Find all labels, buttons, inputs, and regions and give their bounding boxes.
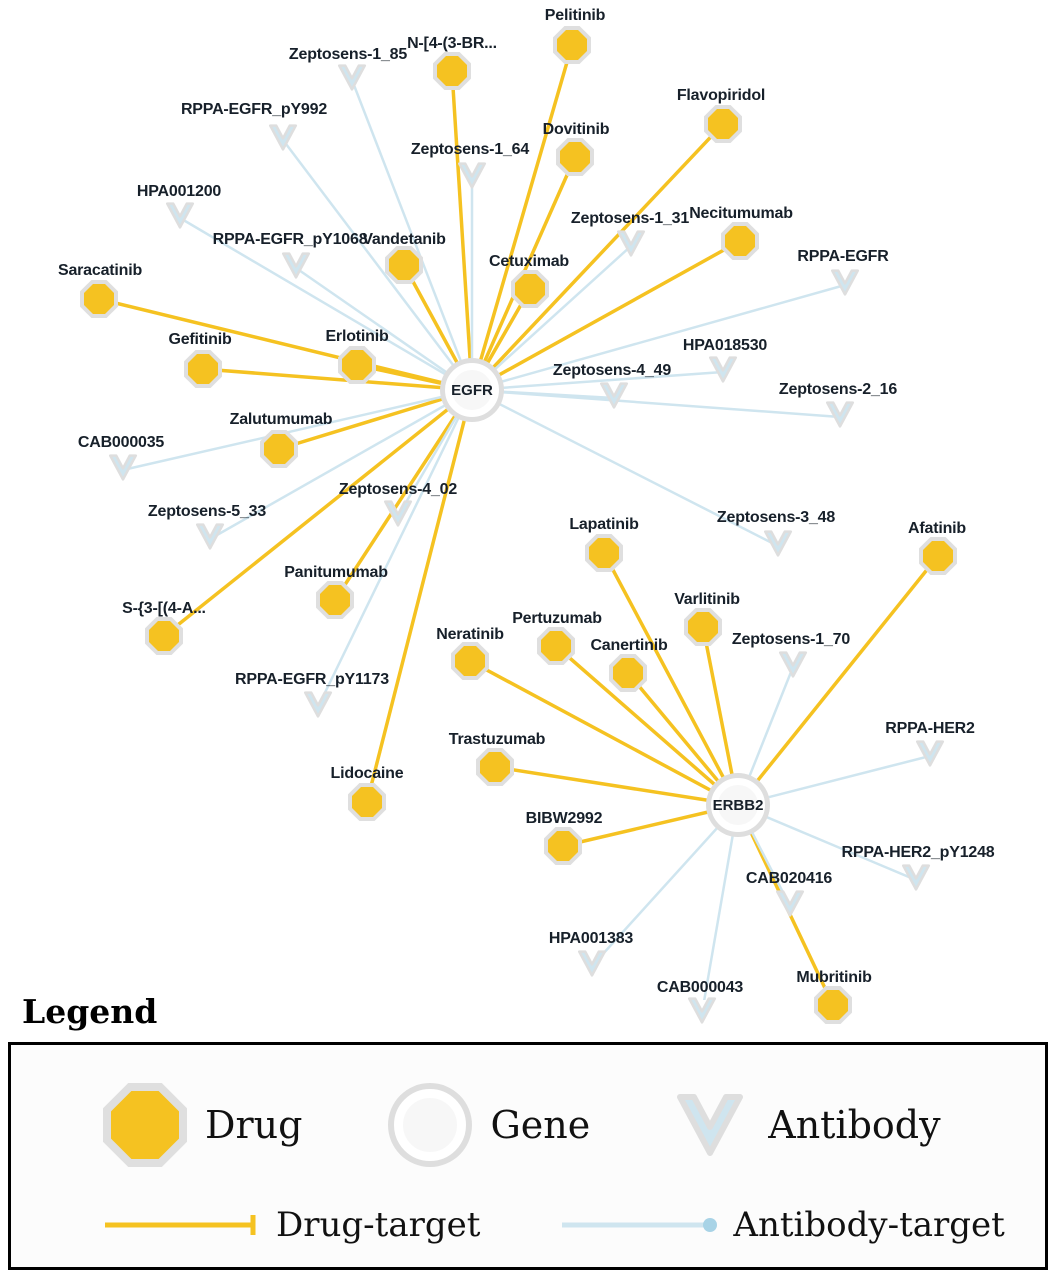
legend-shape-antibody xyxy=(670,1085,940,1165)
gene-node-label: EGFR xyxy=(451,381,493,399)
drug-node[interactable] xyxy=(348,783,386,821)
antibody-icon xyxy=(106,451,140,485)
legend-edge-antibody-target xyxy=(560,1205,1004,1245)
antibody-node-label: Zeptosens-3_48 xyxy=(716,509,836,526)
drug-icon xyxy=(511,270,549,308)
drug-icon xyxy=(721,222,759,260)
antibody-icon xyxy=(193,520,227,554)
antibody-icon xyxy=(301,688,335,722)
drug-icon xyxy=(80,280,118,318)
drug-node[interactable] xyxy=(609,654,647,692)
drug-node[interactable] xyxy=(433,52,471,90)
drug-node[interactable] xyxy=(338,346,376,384)
legend-shape-gene xyxy=(388,1083,590,1167)
antibody-node-label: Zeptosens-1_85 xyxy=(288,46,408,63)
antibody-node[interactable] xyxy=(163,199,197,238)
antibody-node[interactable] xyxy=(455,159,489,198)
gene-icon xyxy=(440,358,504,422)
drug-icon xyxy=(145,617,183,655)
antibody-node[interactable] xyxy=(773,887,807,926)
antibody-node[interactable] xyxy=(913,737,947,776)
drug-node[interactable] xyxy=(684,608,722,646)
legend-title: Legend xyxy=(22,992,158,1031)
antibody-icon xyxy=(761,527,795,561)
drug-node[interactable] xyxy=(511,270,549,308)
gene-node[interactable] xyxy=(440,358,504,422)
drug-node-label: Zalutumumab xyxy=(229,411,333,428)
antibody-node-label: RPPA-HER2_pY1248 xyxy=(841,844,995,861)
legend-drug-target-label: Drug-target xyxy=(276,1205,481,1245)
drug-node-label: Erlotinib xyxy=(325,328,389,345)
drug-icon xyxy=(451,642,489,680)
legend-antibody-label: Antibody xyxy=(768,1103,941,1147)
antibody-icon xyxy=(614,227,648,261)
drug-node-label: Gefitinib xyxy=(168,331,232,348)
antibody-icon xyxy=(828,266,862,300)
antibody-icon xyxy=(455,159,489,193)
antibody-node[interactable] xyxy=(279,249,313,288)
antibody-node[interactable] xyxy=(761,527,795,566)
antibody-node-label: RPPA-EGFR_pY1173 xyxy=(235,671,389,688)
drug-node[interactable] xyxy=(585,534,623,572)
legend-gene-label: Gene xyxy=(490,1103,591,1147)
drug-icon xyxy=(919,537,957,575)
drug-node-label: S-{3-[(4-A... xyxy=(122,600,206,617)
drug-node[interactable] xyxy=(721,222,759,260)
gene-icon xyxy=(388,1083,472,1167)
antibody-target-edge xyxy=(318,390,472,707)
antibody-node[interactable] xyxy=(381,497,415,536)
antibody-node[interactable] xyxy=(106,451,140,490)
drug-node[interactable] xyxy=(537,627,575,665)
drug-node[interactable] xyxy=(184,350,222,388)
antibody-node-label: HPA018530 xyxy=(682,337,768,354)
antibody-icon xyxy=(899,861,933,895)
antibody-node[interactable] xyxy=(776,648,810,687)
drug-icon xyxy=(433,52,471,90)
antibody-node-label: Zeptosens-1_31 xyxy=(570,210,690,227)
drug-node-label: BIBW2992 xyxy=(525,810,603,827)
antibody-node[interactable] xyxy=(193,520,227,559)
drug-node[interactable] xyxy=(814,986,852,1024)
drug-node-label: Cetuximab xyxy=(489,253,569,270)
drug-node-label: Pelitinib xyxy=(544,7,606,24)
legend-antibody-target-label: Antibody-target xyxy=(733,1205,1005,1245)
drug-node-label: Flavopiridol xyxy=(676,87,766,104)
legend-box xyxy=(8,1042,1048,1270)
drug-node[interactable] xyxy=(451,642,489,680)
gene-node[interactable] xyxy=(706,773,770,837)
antibody-node-label: CAB020416 xyxy=(745,870,833,887)
antibody-node-label: RPPA-EGFR_pY1068 xyxy=(212,231,368,248)
drug-node-label: N-[4-(3-BR... xyxy=(407,35,497,52)
drug-node[interactable] xyxy=(553,26,591,64)
antibody-node-label: HPA001200 xyxy=(136,183,222,200)
antibody-node-label: Zeptosens-4_02 xyxy=(338,481,458,498)
drug-node[interactable] xyxy=(544,827,582,865)
antibody-icon xyxy=(670,1085,750,1165)
antibody-node-label: Zeptosens-1_64 xyxy=(410,141,530,158)
drug-node-label: Mubritinib xyxy=(796,969,872,986)
antibody-icon xyxy=(575,947,609,981)
drug-node-label: Varlitinib xyxy=(674,591,740,608)
antibody-node-label: RPPA-EGFR xyxy=(797,248,889,265)
drug-node-label: Afatinib xyxy=(908,520,966,537)
antibody-icon xyxy=(279,249,313,283)
legend-shape-drug xyxy=(103,1083,302,1167)
antibody-node-label: HPA001383 xyxy=(548,930,634,947)
legend-edge-drug-target xyxy=(103,1205,480,1245)
antibody-node[interactable] xyxy=(899,861,933,900)
gene-node-label: ERBB2 xyxy=(712,796,764,814)
drug-node-label: Canertinib xyxy=(590,637,668,654)
drug-node[interactable] xyxy=(260,430,298,468)
drug-icon xyxy=(556,138,594,176)
drug-icon xyxy=(704,105,742,143)
drug-node-label: Panitumumab xyxy=(284,564,388,581)
antibody-node-label: CAB000043 xyxy=(656,979,744,996)
drug-node[interactable] xyxy=(476,748,514,786)
antibody-target-edge-icon xyxy=(560,1210,725,1240)
antibody-node[interactable] xyxy=(597,379,631,418)
antibody-node-label: RPPA-HER2 xyxy=(885,720,975,737)
antibody-node[interactable] xyxy=(706,353,740,392)
drug-icon xyxy=(260,430,298,468)
drug-icon xyxy=(553,26,591,64)
antibody-icon xyxy=(685,994,719,1028)
antibody-node-label: Zeptosens-2_16 xyxy=(778,381,898,398)
drug-node-label: Necitumumab xyxy=(689,205,793,222)
drug-icon xyxy=(544,827,582,865)
legend-drug-label: Drug xyxy=(205,1103,303,1147)
drug-node-label: Trastuzumab xyxy=(448,731,546,748)
antibody-node-label: Zeptosens-4_49 xyxy=(552,362,672,379)
drug-icon xyxy=(537,627,575,665)
drug-target-edge xyxy=(452,71,472,390)
antibody-node[interactable] xyxy=(575,947,609,986)
antibody-node-label: Zeptosens-1_70 xyxy=(731,631,851,648)
drug-node-label: Lidocaine xyxy=(330,765,404,782)
drug-icon xyxy=(684,608,722,646)
drug-node[interactable] xyxy=(316,581,354,619)
drug-node-label: Neratinib xyxy=(436,626,504,643)
drug-node-label: Lapatinib xyxy=(569,516,639,533)
antibody-icon xyxy=(381,497,415,531)
antibody-icon xyxy=(163,199,197,233)
drug-icon xyxy=(385,246,423,284)
antibody-icon xyxy=(773,887,807,921)
drug-node[interactable] xyxy=(919,537,957,575)
drug-icon xyxy=(184,350,222,388)
antibody-icon xyxy=(597,379,631,413)
antibody-icon xyxy=(266,121,300,155)
antibody-node[interactable] xyxy=(828,266,862,305)
antibody-icon xyxy=(913,737,947,771)
drug-icon xyxy=(609,654,647,692)
drug-icon xyxy=(103,1083,187,1167)
antibody-icon xyxy=(823,398,857,432)
antibody-node[interactable] xyxy=(614,227,648,266)
gene-icon xyxy=(706,773,770,837)
drug-target-edge-icon xyxy=(103,1210,268,1240)
drug-node[interactable] xyxy=(385,246,423,284)
drug-node-label: Saracatinib xyxy=(57,262,143,279)
antibody-icon xyxy=(335,61,369,95)
antibody-node-label: Zeptosens-5_33 xyxy=(147,503,267,520)
drug-node-label: Dovitinib xyxy=(542,121,610,138)
antibody-node[interactable] xyxy=(266,121,300,160)
antibody-node[interactable] xyxy=(823,398,857,437)
drug-icon xyxy=(585,534,623,572)
antibody-node[interactable] xyxy=(335,61,369,100)
drug-icon xyxy=(814,986,852,1024)
antibody-node[interactable] xyxy=(301,688,335,727)
antibody-icon xyxy=(776,648,810,682)
drug-node-label: Vandetanib xyxy=(362,231,446,248)
drug-node-label: Pertuzumab xyxy=(512,610,602,627)
drug-icon xyxy=(316,581,354,619)
drug-icon xyxy=(348,783,386,821)
drug-target-edge xyxy=(738,556,938,805)
drug-icon xyxy=(338,346,376,384)
drug-node[interactable] xyxy=(556,138,594,176)
antibody-icon xyxy=(706,353,740,387)
drug-node[interactable] xyxy=(704,105,742,143)
antibody-node[interactable] xyxy=(685,994,719,1033)
drug-icon xyxy=(476,748,514,786)
drug-node[interactable] xyxy=(80,280,118,318)
antibody-node-label: CAB000035 xyxy=(77,434,165,451)
drug-node[interactable] xyxy=(145,617,183,655)
antibody-node-label: RPPA-EGFR_pY992 xyxy=(180,101,328,118)
